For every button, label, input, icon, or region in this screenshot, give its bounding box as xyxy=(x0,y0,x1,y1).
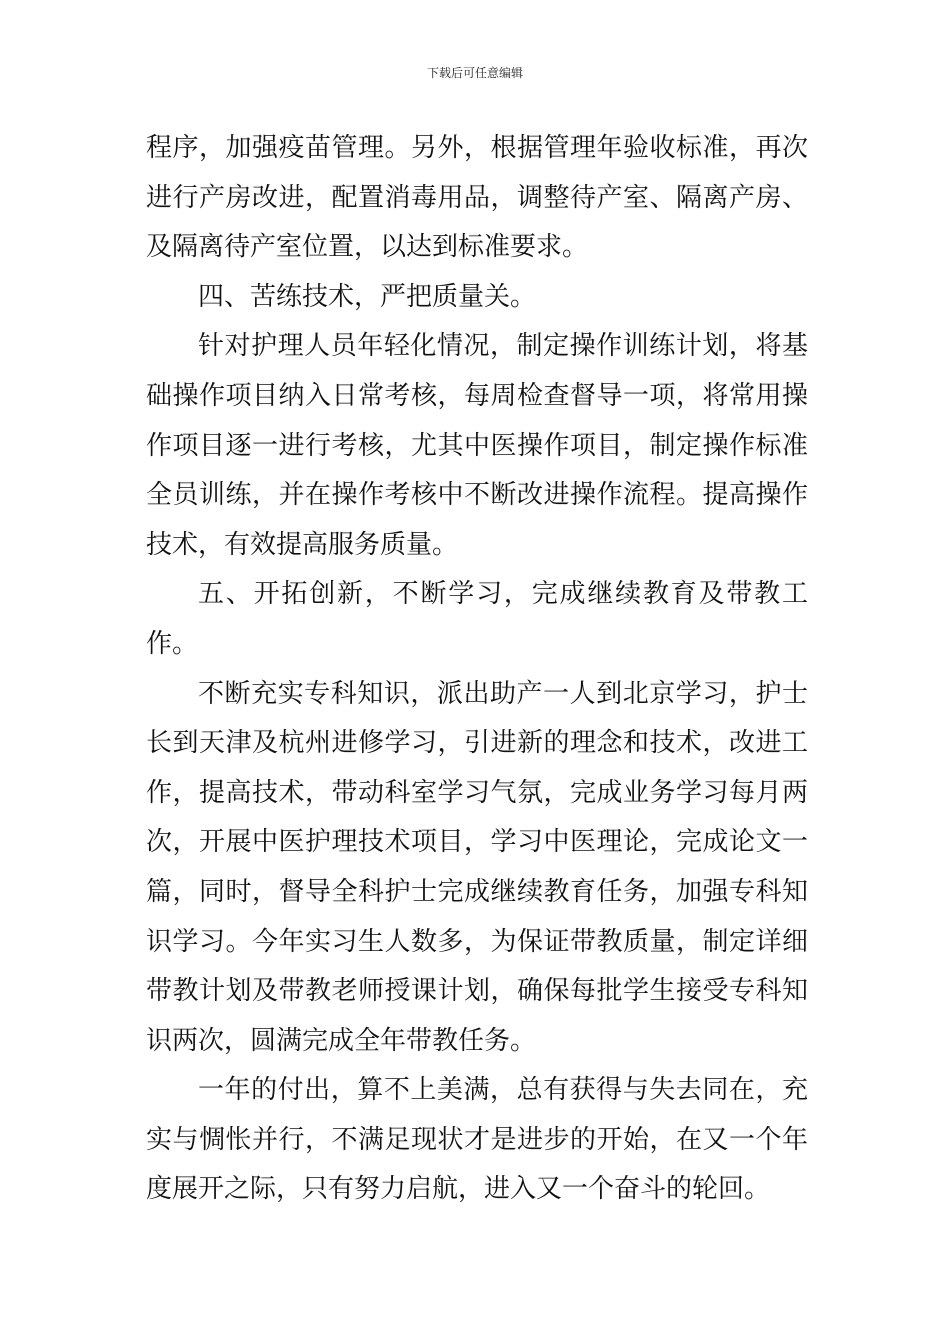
page-header: 下载后可任意编辑 xyxy=(426,66,523,80)
paragraph-skills-training: 针对护理人员年轻化情况，制定操作训练计划，将基础操作项目纳入日常考核，每周检查督导一项，将常用操作项目逐一进行考核，尤其中医操作项目，制定操作标准全员训练，并在操作考核中不断改进操作流程。提高操作技术，有效提高服务质量。 xyxy=(146,331,808,560)
section-heading-four: 四、苦练技术，严把质量关。 xyxy=(198,281,537,312)
section-heading-five: 五、开拓创新，不断学习，完成继续教育及带教工作。 xyxy=(146,579,808,659)
paragraph-continuation: 程序，加强疫苗管理。另外，根据管理年验收标准，再次进行产房改进，配置消毒用品，调整待产室、隔离产房、及隔离待产室位置，以达到标准要求。 xyxy=(146,133,808,263)
paragraph-conclusion: 一年的付出，算不上美满，总有获得与失去同在，充实与惆怅并行，不满足现状才是进步的开始，在又一个年度展开之际，只有努力启航，进入又一个奋斗的轮回。 xyxy=(146,1075,808,1205)
document-body xyxy=(146,124,808,1215)
paragraph-continuing-education: 不断充实专科知识，派出助产一人到北京学习，护士长到天津及杭州进修学习，引进新的理念和技术，改进工作，提高技术，带动科室学习气氛，完成业务学习每月两次，开展中医护理技术项目，学习中医理论，完成论文一篇，同时，督导全科护士完成继续教育任务，加强专科知识学习。今年实习生人数多，为保证带教质量，制定详细带教计划及带教老师授课计划，确保每批学生接受专科知识两次，圆满完成全年带教任务。 xyxy=(146,678,808,1056)
